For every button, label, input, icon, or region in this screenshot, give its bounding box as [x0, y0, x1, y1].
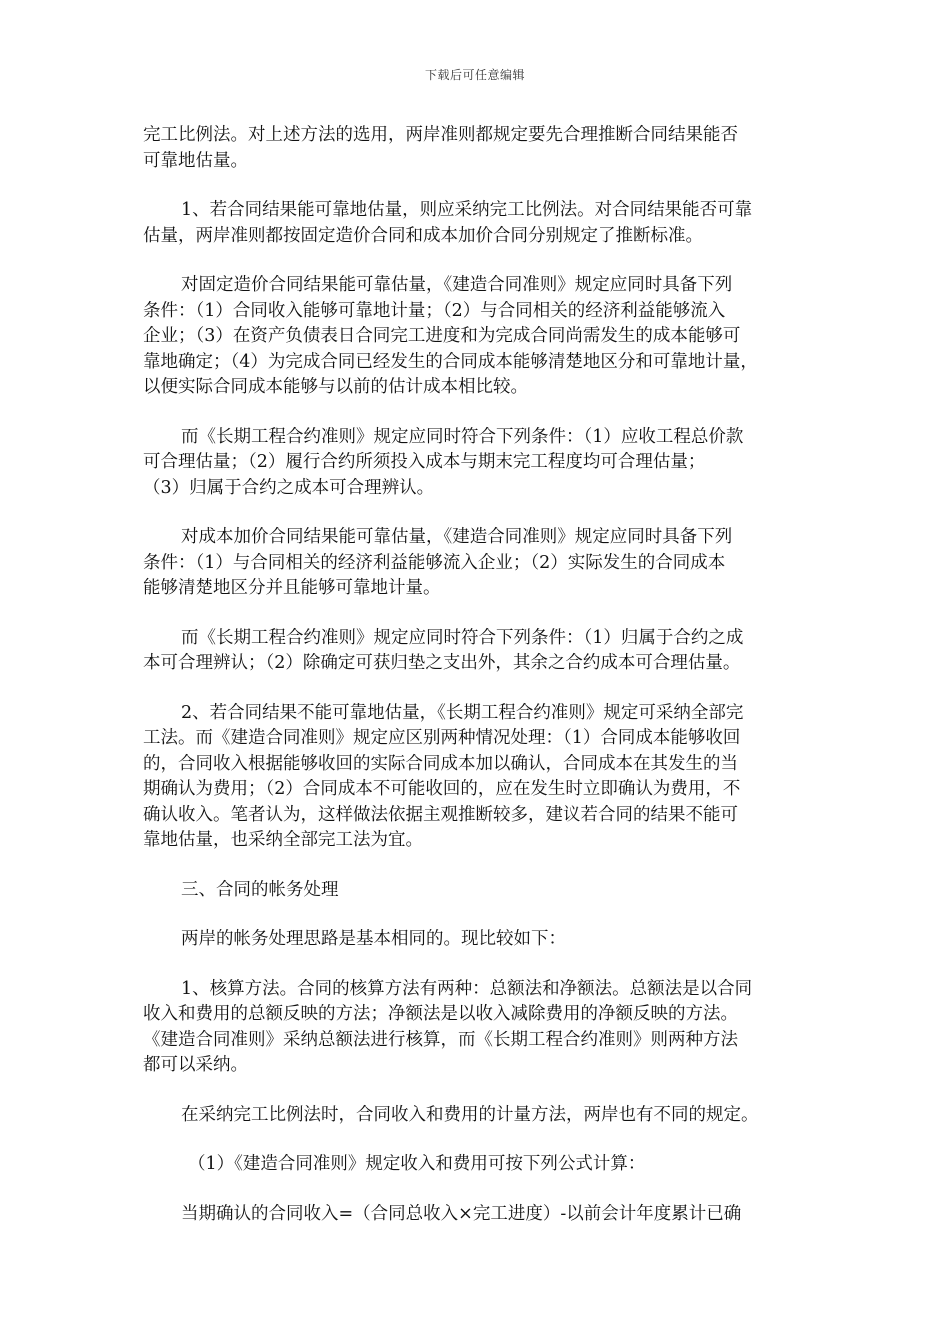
text-line: 两岸的帐务处理思路是基本相同的。现比较如下： — [181, 929, 566, 949]
text-line: 而《长期工程合约准则》规定应同时符合下列条件：（1）应收工程总价款 — [181, 426, 744, 447]
text-line: 而《长期工程合约准则》规定应同时符合下列条件：（1）归属于合约之成 — [181, 627, 744, 648]
paragraph — [143, 198, 815, 249]
text-line: 以便实际合同成本能够与以前的估计成本相比较。 — [143, 377, 528, 397]
text-line: （3）归属于合约之成本可合理辨认。 — [143, 477, 435, 498]
text-line: 1、若合同结果能可靠地估量，则应采纳完工比例法。对合同结果能否可靠 — [181, 200, 753, 220]
text-line: 《建造合同准则》采纳总额法进行核算，而《长期工程合约准则》则两种方法 — [143, 1029, 738, 1050]
text-line: 1、核算方法。合同的核算方法有两种：总额法和净额法。总额法是以合同 — [181, 978, 753, 999]
text-line: 三、合同的帐务处理 — [181, 879, 339, 900]
text-line: 确认收入。笔者认为，这样做法依据主观推断较多，建议若合同的结果不能可 — [143, 804, 738, 825]
text-line: 期确认为费用；（2）合同成本不可能收回的，应在发生时立即确认为费用，不 — [143, 779, 741, 799]
text-line: 2、若合同结果不能可靠地估量，《长期工程合约准则》规定可采纳全部完 — [181, 702, 744, 723]
text-line: 对成本加价合同结果能可靠估量，《建造合同准则》规定应同时具备下列 — [181, 527, 733, 547]
text-line: 能够清楚地区分并且能够可靠地计量。 — [143, 578, 441, 598]
page-header: 下载后可任意编辑 — [424, 68, 525, 82]
text-line: （1）《建造合同准则》规定收入和费用可按下列公式计算： — [188, 1154, 646, 1174]
section-heading — [143, 878, 815, 904]
text-line: 可合理估量；（2）履行合约所须投入成本与期末完工程度均可合理估量； — [143, 452, 706, 472]
text-line: 对固定造价合同结果能可靠估量，《建造合同准则》规定应同时具备下列 — [181, 275, 733, 295]
paragraph — [143, 626, 815, 677]
text-line: 条件：（1）合同收入能够可靠地计量；（2）与合同相关的经济利益能够流入 — [143, 300, 726, 321]
text-line: 估量，两岸准则都按固定造价合同和成本加价合同分别规定了推断标准。 — [143, 225, 703, 246]
paragraph — [143, 1103, 815, 1129]
paragraph — [143, 1202, 815, 1228]
text-line: 完工比例法。对上述方法的选用，两岸准则都规定要先合理推断合同结果能否 — [143, 125, 738, 145]
text-line: 企业；（3）在资产负债表日合同完工进度和为完成合同尚需发生的成本能够可 — [143, 326, 741, 346]
paragraph — [143, 927, 815, 953]
paragraph — [143, 1152, 815, 1178]
text-line: 本可合理辨认；（2）除确定可获归垫之支出外，其余之合约成本可合理估量。 — [143, 653, 741, 673]
text-line: 靠地估量，也采纳全部完工法为宜。 — [143, 830, 423, 850]
text-line: 当期确认的合同收入=（合同总收入×完工进度）-以前会计年度累计已确 — [181, 1203, 742, 1224]
text-line: 靠地确定；（4）为完成合同已经发生的合同成本能够清楚地区分和可靠地计量， — [143, 351, 758, 372]
text-line: 的，合同收入根据能够收回的实际合同成本加以确认，合同成本在其发生的当 — [143, 753, 738, 774]
document-body — [143, 123, 815, 1251]
text-line: 收入和费用的总额反映的方法；净额法是以收入减除费用的净额反映的方法。 — [143, 1004, 738, 1024]
text-line: 工法。而《建造合同准则》规定应区别两种情况处理：（1）合同成本能够收回 — [143, 728, 741, 748]
text-line: 都可以采纳。 — [143, 1055, 248, 1075]
paragraph — [143, 525, 815, 602]
paragraph — [143, 425, 815, 502]
text-line: 条件：（1）与合同相关的经济利益能够流入企业；（2）实际发生的合同成本 — [143, 552, 726, 573]
paragraph — [143, 273, 815, 401]
paragraph — [143, 977, 815, 1079]
text-line: 在采纳完工比例法时，合同收入和费用的计量方法，两岸也有不同的规定。 — [181, 1104, 759, 1125]
text-line: 可靠地估量。 — [143, 150, 248, 171]
paragraph — [143, 123, 815, 174]
paragraph — [143, 701, 815, 854]
